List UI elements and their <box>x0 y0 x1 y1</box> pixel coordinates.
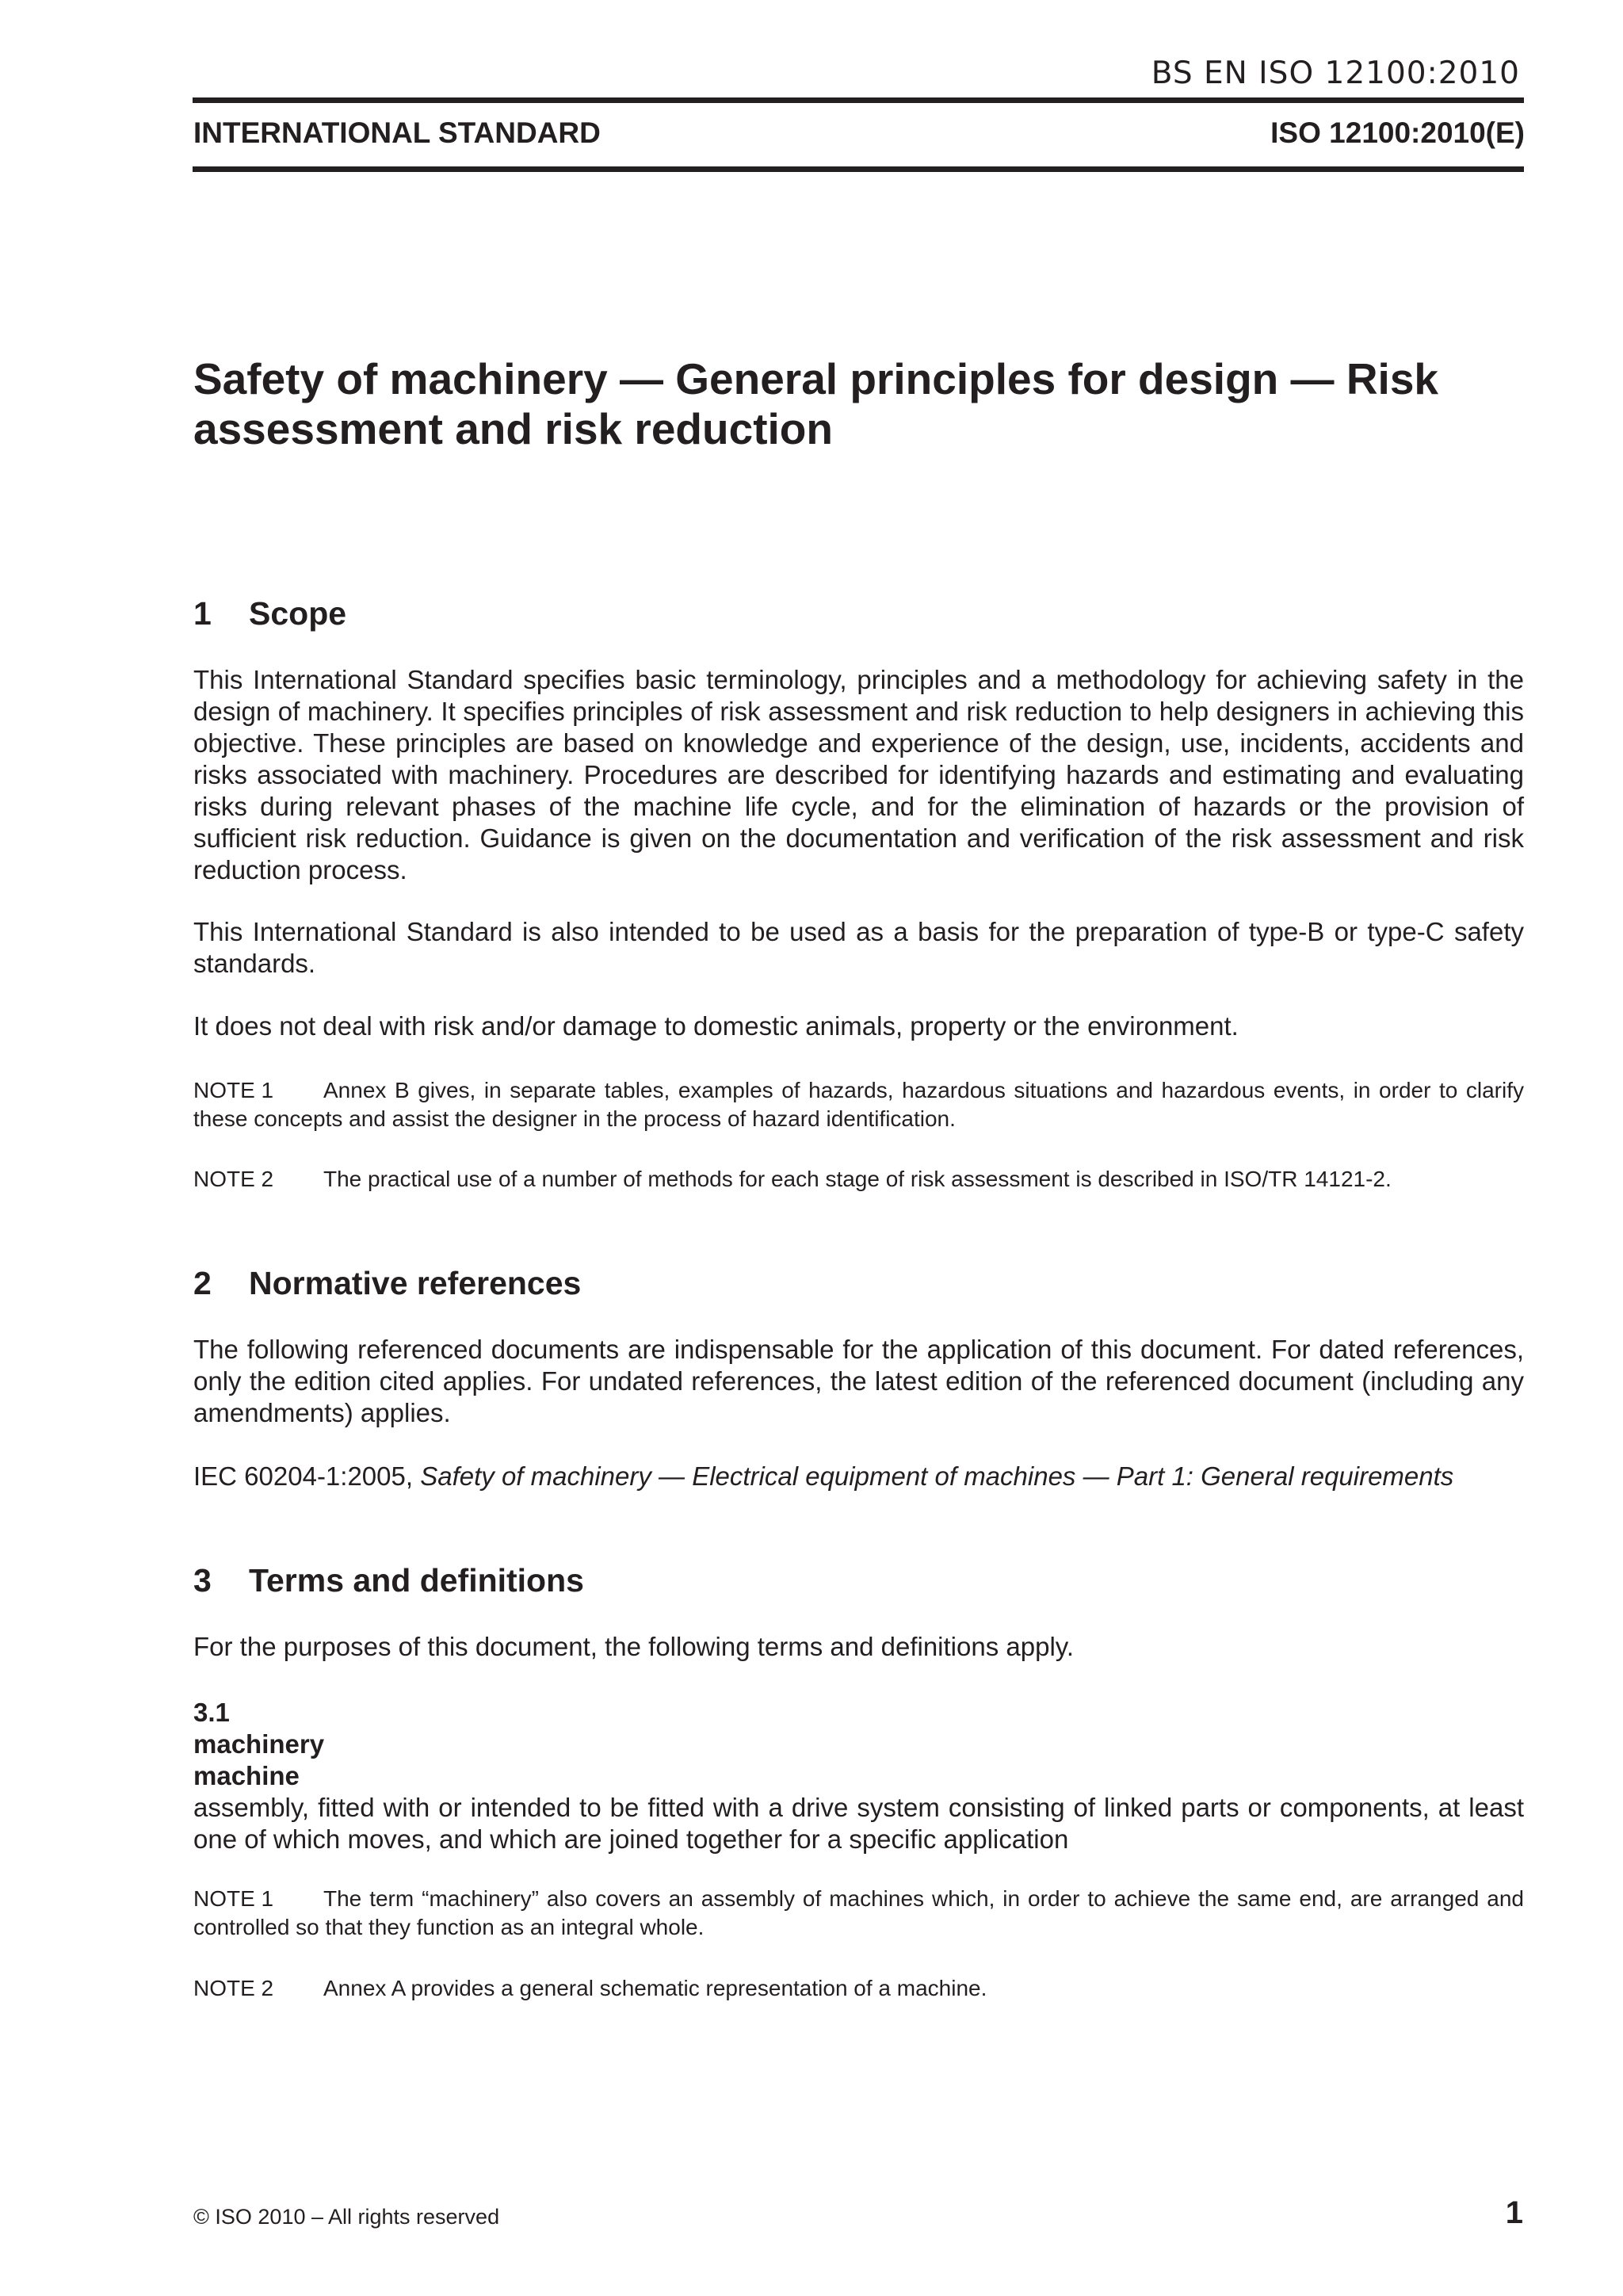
scope-paragraph-3: It does not deal with risk and/or damage to domestic animals, property or the environment. <box>193 1011 1239 1041</box>
note-label: NOTE 1 <box>193 1886 274 1911</box>
normative-paragraph: The following referenced documents are indispensable for the application of this document. For dated references, only the edition cited applies. For undated references, the latest edition of the referenced document (including any amendments) applies. <box>193 1335 1524 1427</box>
bs-standard-code: BS EN ISO 12100:2010 <box>1151 55 1520 91</box>
page-number: 1 <box>1505 2195 1523 2230</box>
scope-paragraph-1: This International Standard specifies basic terminology, principles and a methodology for achieving safety in the design of machinery. It specifies principles of risk assessment and risk reduction to help designers in achieving this objective. These principles are based on knowledge and experience of the design, use, incidents, accidents and risks associated with machinery. Procedures are described for identifying hazards and estimating and evaluating risks during relevant phases of the machine life cycle, and for the elimination of hazards or the provision of sufficient risk reduction. Guidance is given on the documentation and verification of the risk assessment and risk reduction process. <box>193 665 1524 884</box>
section-title: Scope <box>249 595 347 632</box>
term-entry-3-1 <box>193 1697 1524 1855</box>
scope-note-2 <box>193 1165 1524 1194</box>
note-label: NOTE 2 <box>193 1976 274 2000</box>
note-text: The practical use of a number of methods for each stage of risk assessment is described in ISO/TR 14121-2. <box>323 1167 1392 1191</box>
scope-paragraph-2: This International Standard is also intended to be used as a basis for the preparation of type-B or type-C safety standards. <box>193 917 1524 978</box>
normative-reference <box>193 1461 1524 1492</box>
header-rule-top <box>193 97 1524 103</box>
term-definition: assembly, fitted with or intended to be fitted with a drive system consisting of linked parts or components, at least one of which moves, and which are joined together for a specific application <box>193 1793 1524 1854</box>
header-left-label: INTERNATIONAL STANDARD <box>193 117 601 149</box>
section-title: Terms and definitions <box>249 1562 584 1599</box>
section-number: 3 <box>193 1562 212 1599</box>
reference-code: IEC 60204-1:2005, <box>193 1461 421 1491</box>
section-number: 2 <box>193 1265 212 1301</box>
terms-intro: For the purposes of this document, the following terms and definitions apply. <box>193 1632 1074 1661</box>
note-text: Annex A provides a general schematic representation of a machine. <box>323 1976 987 2000</box>
section-heading-scope <box>193 594 346 632</box>
note-label: NOTE 1 <box>193 1078 274 1102</box>
term-number: 3.1 <box>193 1698 230 1727</box>
terms-note-2 <box>193 1974 1524 2003</box>
header-standard-number: ISO 12100:2010(E) <box>1270 117 1525 149</box>
header-rule-bottom <box>193 166 1524 172</box>
term-admitted: machine <box>193 1761 300 1790</box>
section-heading-normative-references <box>193 1264 581 1302</box>
section-heading-terms-definitions <box>193 1561 584 1599</box>
document-title: Safety of machinery — General principles for design — Risk assessment and risk reduction <box>193 354 1439 453</box>
footer-copyright: © ISO 2010 – All rights reserved <box>193 2205 500 2229</box>
term-preferred: machinery <box>193 1729 325 1759</box>
terms-note-1 <box>193 1885 1524 1942</box>
note-label: NOTE 2 <box>193 1167 274 1191</box>
scope-note-1 <box>193 1076 1524 1133</box>
note-text: The term “machinery” also covers an assembly of machines which, in order to achieve the same end, are arranged and controlled so that they function as an integral whole. <box>193 1886 1524 1939</box>
note-text: Annex B gives, in separate tables, examples of hazards, hazardous situations and hazardous events, in order to clarify these concepts and assist the designer in the process of hazard identification. <box>193 1078 1524 1131</box>
reference-title: Safety of machinery — Electrical equipment of machines — Part 1: General requirements <box>420 1461 1454 1491</box>
section-title: Normative references <box>249 1265 582 1301</box>
section-number: 1 <box>193 595 212 632</box>
